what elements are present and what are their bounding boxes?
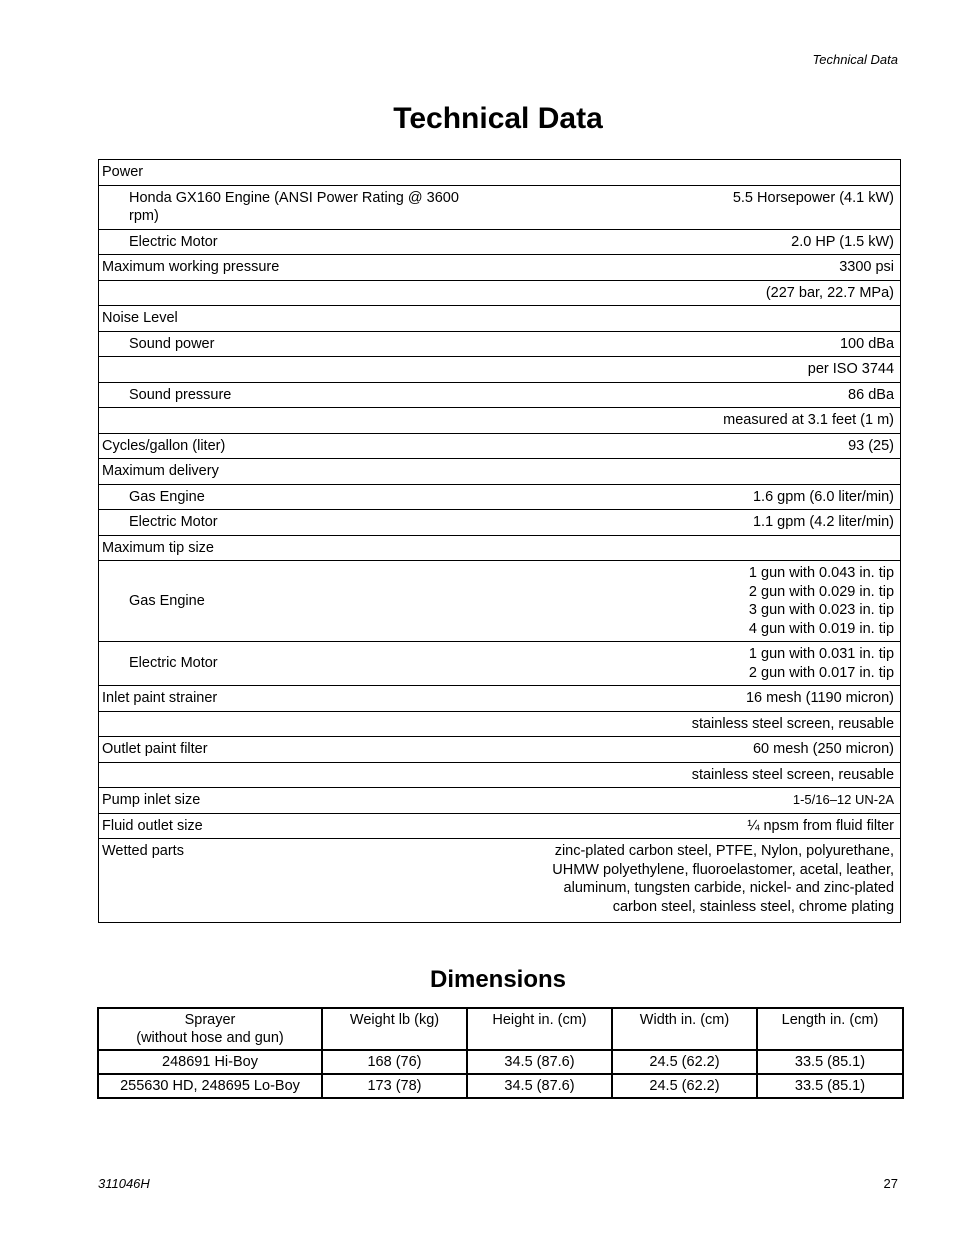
tip-gas-line: 4 gun with 0.019 in. tip	[748, 620, 895, 637]
empty-cell	[99, 762, 499, 788]
table-row	[99, 255, 901, 281]
row-label-honda-engine: Honda GX160 Engine (ANSI Power Rating @ 3600 rpm)	[99, 185, 499, 229]
tip-gas-line: 2 gun with 0.029 in. tip	[748, 583, 895, 600]
table-row	[99, 788, 901, 814]
table-row	[99, 686, 901, 712]
row-value-sound-pressure-note: measured at 3.1 feet (1 m)	[499, 408, 901, 434]
column-header-height: Height in. (cm)	[467, 1008, 612, 1050]
row-value-inlet-strainer: 16 mesh (1190 micron)	[499, 686, 901, 712]
table-row	[99, 280, 901, 306]
table-cell: 173 (78)	[322, 1074, 467, 1098]
table-row	[99, 484, 901, 510]
table-cell: 34.5 (87.6)	[467, 1050, 612, 1074]
table-row	[99, 737, 901, 763]
row-label-max-tip: Maximum tip size	[99, 535, 901, 561]
page-number: 27	[883, 1176, 898, 1191]
table-row	[99, 433, 901, 459]
row-value-sound-power: 100 dBa	[499, 331, 901, 357]
table-cell: 33.5 (85.1)	[757, 1050, 903, 1074]
row-value-delivery-gas: 1.6 gpm (6.0 liter/min)	[499, 484, 901, 510]
row-value-outlet-filter: 60 mesh (250 micron)	[499, 737, 901, 763]
row-label-electric-motor: Electric Motor	[99, 229, 499, 255]
table-cell: 168 (76)	[322, 1050, 467, 1074]
row-value-wetted-parts	[499, 839, 901, 923]
empty-cell	[99, 408, 499, 434]
wetted-line: carbon steel, stainless steel, chrome plating	[612, 898, 895, 915]
tip-electric-line: 2 gun with 0.017 in. tip	[748, 664, 895, 681]
table-row	[99, 160, 901, 186]
row-value-tip-electric	[499, 642, 901, 686]
row-value-sound-power-note: per ISO 3744	[499, 357, 901, 383]
table-row	[99, 510, 901, 536]
wetted-line: UHMW polyethylene, fluoroelastomer, acetal, leather,	[552, 861, 895, 878]
row-label-sound-power: Sound power	[99, 331, 499, 357]
tip-gas-line: 1 gun with 0.043 in. tip	[748, 565, 895, 581]
row-label-fluid-outlet: Fluid outlet size	[99, 813, 499, 839]
column-header-sprayer-line: Sprayer	[184, 1012, 236, 1028]
row-label-noise-level: Noise Level	[99, 306, 901, 332]
table-row	[99, 762, 901, 788]
column-header-weight: Weight lb (kg)	[322, 1008, 467, 1050]
row-value-delivery-electric: 1.1 gpm (4.2 liter/min)	[499, 510, 901, 536]
row-label-power: Power	[99, 160, 901, 186]
table-row	[98, 1074, 903, 1098]
empty-cell	[99, 711, 499, 737]
row-value-cycles: 93 (25)	[499, 433, 901, 459]
row-value-max-pressure-metric: (227 bar, 22.7 MPa)	[499, 280, 901, 306]
table-row	[99, 535, 901, 561]
table-row	[99, 813, 901, 839]
row-label-inlet-strainer: Inlet paint strainer	[99, 686, 499, 712]
row-value-inlet-strainer-note: stainless steel screen, reusable	[499, 711, 901, 737]
column-header-sprayer	[98, 1008, 322, 1050]
table-row	[99, 357, 901, 383]
table-cell: 24.5 (62.2)	[612, 1074, 757, 1098]
column-header-width: Width in. (cm)	[612, 1008, 757, 1050]
table-cell: 248691 Hi-Boy	[98, 1050, 322, 1074]
row-value-fluid-outlet: ¼ npsm from fluid filter	[499, 813, 901, 839]
row-label-wetted-parts: Wetted parts	[99, 839, 499, 923]
table-row	[99, 408, 901, 434]
column-header-sprayer-line: (without hose and gun)	[136, 1030, 284, 1046]
document-number: 311046H	[98, 1176, 150, 1191]
row-label-max-delivery: Maximum delivery	[99, 459, 901, 485]
table-cell: 34.5 (87.6)	[467, 1074, 612, 1098]
row-label-cycles: Cycles/gallon (liter)	[99, 433, 499, 459]
wetted-line: aluminum, tungsten carbide, nickel- and zinc-plated	[563, 880, 895, 896]
dimensions-title: Dimensions	[429, 966, 567, 993]
row-label-pump-inlet: Pump inlet size	[99, 788, 499, 814]
table-row	[99, 229, 901, 255]
row-value-tip-gas	[499, 561, 901, 642]
row-label-sound-pressure: Sound pressure	[99, 382, 499, 408]
page-title: Technical Data	[393, 102, 603, 135]
table-row	[99, 306, 901, 332]
table-cell: 33.5 (85.1)	[757, 1074, 903, 1098]
technical-data-table	[98, 159, 901, 923]
row-value-electric-motor: 2.0 HP (1.5 kW)	[499, 229, 901, 255]
table-row	[99, 642, 901, 686]
row-label-tip-electric: Electric Motor	[99, 642, 499, 686]
table-header-row	[98, 1008, 903, 1050]
tip-electric-line: 1 gun with 0.031 in. tip	[748, 646, 895, 662]
table-row	[99, 839, 901, 923]
empty-cell	[99, 280, 499, 306]
table-row	[99, 711, 901, 737]
row-label-delivery-gas: Gas Engine	[99, 484, 499, 510]
row-value-max-pressure: 3300 psi	[499, 255, 901, 281]
table-row	[99, 561, 901, 642]
table-row	[99, 459, 901, 485]
table-row	[99, 382, 901, 408]
row-label-max-pressure: Maximum working pressure	[99, 255, 499, 281]
wetted-line: zinc-plated carbon steel, PTFE, Nylon, polyurethane,	[554, 843, 895, 859]
table-row	[98, 1050, 903, 1074]
row-label-delivery-electric: Electric Motor	[99, 510, 499, 536]
table-cell: 24.5 (62.2)	[612, 1050, 757, 1074]
dimensions-table	[97, 1007, 904, 1099]
row-value-sound-pressure: 86 dBa	[499, 382, 901, 408]
table-row	[99, 185, 901, 229]
row-label-tip-gas: Gas Engine	[99, 561, 499, 642]
row-value-honda-engine: 5.5 Horsepower (4.1 kW)	[499, 185, 901, 229]
running-header: Technical Data	[812, 52, 898, 67]
table-cell: 255630 HD, 248695 Lo-Boy	[98, 1074, 322, 1098]
column-header-length: Length in. (cm)	[757, 1008, 903, 1050]
row-value-outlet-filter-note: stainless steel screen, reusable	[499, 762, 901, 788]
row-label-outlet-filter: Outlet paint filter	[99, 737, 499, 763]
empty-cell	[99, 357, 499, 383]
tip-gas-line: 3 gun with 0.023 in. tip	[748, 602, 895, 618]
row-value-pump-inlet: 1-5/16–12 UN-2A	[499, 788, 901, 814]
table-row	[99, 331, 901, 357]
